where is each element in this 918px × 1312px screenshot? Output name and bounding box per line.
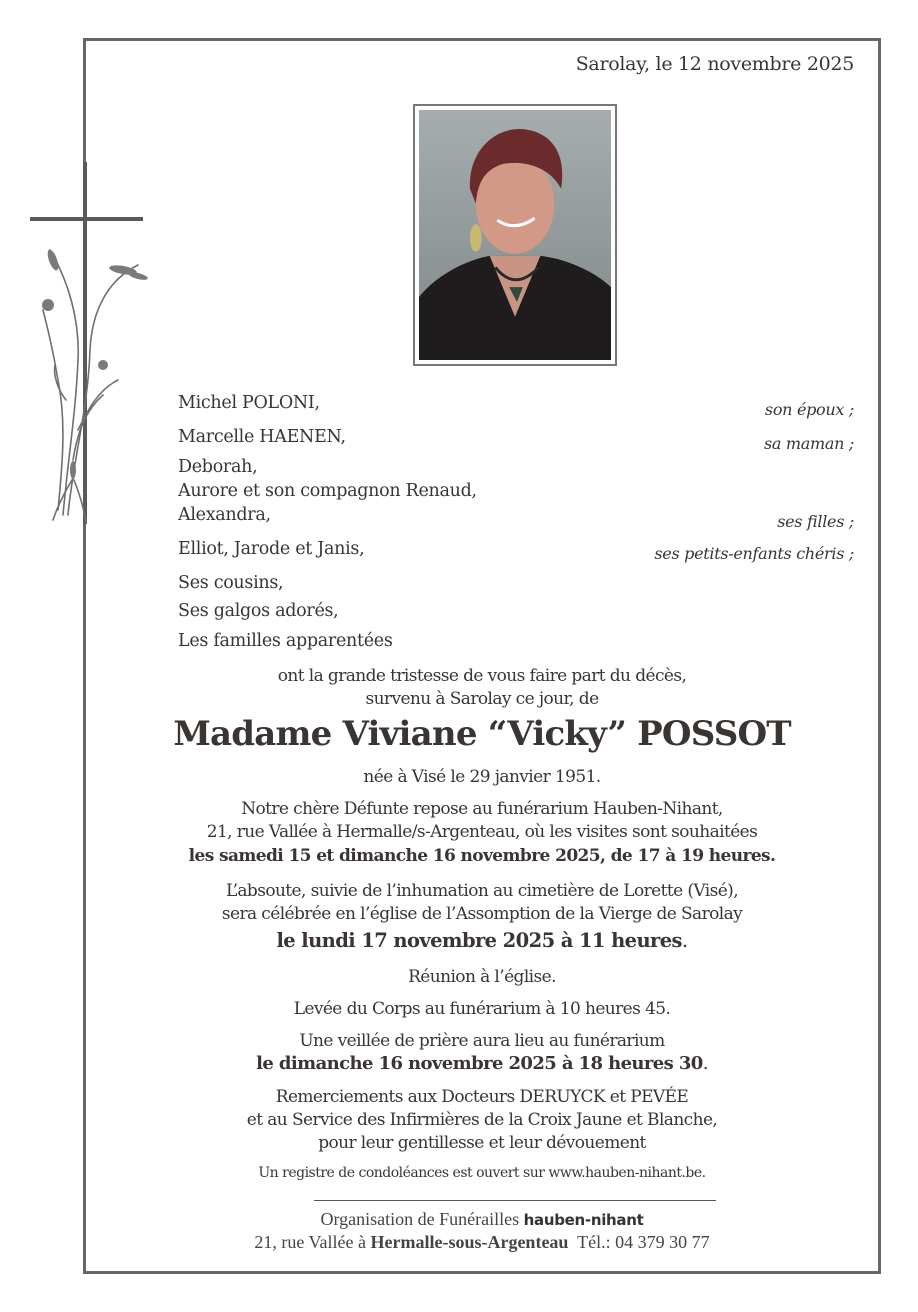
ceremony-datetime-suffix: . bbox=[681, 929, 688, 952]
levee-info: Levée du Corps au funérarium à 10 heures 45. bbox=[293, 999, 671, 1019]
family-member-name: Alexandra, bbox=[178, 505, 271, 525]
family-row bbox=[178, 600, 854, 623]
announcement-line-1: ont la grande tristesse de vous faire part du décès, bbox=[277, 666, 687, 686]
cross-with-wheat-icon bbox=[28, 160, 168, 530]
ceremony-datetime-bold: le lundi 17 novembre 2025 à 11 heures bbox=[276, 929, 682, 952]
family-row bbox=[178, 572, 854, 595]
visitation-dates: les samedi 15 et dimanche 16 novembre 2025, de 17 à 19 heures. bbox=[188, 846, 776, 866]
ceremony-line-2: sera célébrée en l’église de l’Assomption de la Vierge de Sarolay bbox=[221, 904, 743, 924]
thanks-line-2: et au Service des Infirmières de la Croix Jaune et Blanche, bbox=[246, 1110, 718, 1130]
deceased-name: Madame Viviane “Vicky” POSSOT bbox=[173, 714, 791, 754]
organisation-prefix: Organisation de Funérailles bbox=[320, 1209, 524, 1229]
address-prefix: 21, rue Vallée à bbox=[254, 1232, 371, 1252]
ceremony-datetime bbox=[83, 930, 881, 951]
vigil-datetime bbox=[83, 1053, 881, 1074]
family-member-name: Elliot, Jarode et Janis, bbox=[178, 539, 365, 559]
portrait-photo bbox=[419, 110, 611, 360]
family-relation: sa maman ; bbox=[763, 434, 854, 453]
funeral-organisation bbox=[83, 1209, 881, 1230]
visitation-line-1: Notre chère Défunte repose au funérarium Hauben-Nihant, bbox=[241, 799, 723, 819]
family-member-name: Marcelle HAENEN, bbox=[178, 427, 346, 447]
thanks-line-1: Remerciements aux Docteurs DERUYCK et PEVÉE bbox=[275, 1087, 689, 1107]
family-relation: ses petits-enfants chéris ; bbox=[654, 544, 854, 563]
thanks-line-3: pour leur gentillesse et leur dévouement bbox=[318, 1133, 646, 1153]
portrait-image bbox=[419, 110, 611, 360]
ceremony-line-1: L’absoute, suivie de l’inhumation au cimetière de Lorette (Visé), bbox=[225, 881, 739, 901]
meeting-info: Réunion à l’église. bbox=[408, 967, 556, 987]
visitation-line-2: 21, rue Vallée à Hermalle/s-Argenteau, où les visites sont souhaitées bbox=[206, 822, 758, 842]
family-row bbox=[178, 630, 854, 653]
vigil-datetime-suffix: . bbox=[702, 1053, 708, 1074]
place-date: Sarolay, le 12 novembre 2025 bbox=[575, 53, 854, 75]
address-town: Hermalle-sous-Argenteau bbox=[370, 1232, 569, 1252]
funeral-address bbox=[83, 1232, 881, 1253]
portrait-frame bbox=[413, 104, 617, 366]
family-relation: son époux ; bbox=[764, 400, 854, 419]
family-member-name: Ses cousins, bbox=[178, 573, 284, 593]
family-row bbox=[178, 504, 854, 531]
family-row bbox=[178, 426, 854, 453]
family-member-name: Michel POLONI, bbox=[178, 393, 320, 413]
vigil-line-1: Une veillée de prière aura lieu au funérarium bbox=[299, 1031, 665, 1051]
brand-logo-text: hauben-nihant bbox=[523, 1211, 644, 1229]
family-member-name: Deborah, bbox=[178, 457, 258, 477]
family-member-name: Aurore et son compagnon Renaud, bbox=[178, 481, 477, 501]
family-row bbox=[178, 456, 854, 479]
announcement-line-2: survenu à Sarolay ce jour, de bbox=[365, 689, 599, 709]
family-row bbox=[178, 480, 854, 503]
vigil-datetime-bold: le dimanche 16 novembre 2025 à 18 heures 30 bbox=[256, 1053, 703, 1074]
birth-info: née à Visé le 29 janvier 1951. bbox=[363, 767, 601, 787]
family-relation: ses filles ; bbox=[777, 512, 854, 531]
condolence-register: Un registre de condoléances est ouvert sur www.hauben-nihant.be. bbox=[258, 1165, 706, 1181]
family-row bbox=[178, 392, 854, 419]
footer-divider bbox=[314, 1200, 716, 1201]
family-row bbox=[178, 538, 854, 561]
phone-number: Tél.: 04 379 30 77 bbox=[568, 1232, 710, 1252]
family-member-name: Ses galgos adorés, bbox=[178, 601, 339, 621]
family-member-name: Les familles apparentées bbox=[178, 631, 393, 651]
